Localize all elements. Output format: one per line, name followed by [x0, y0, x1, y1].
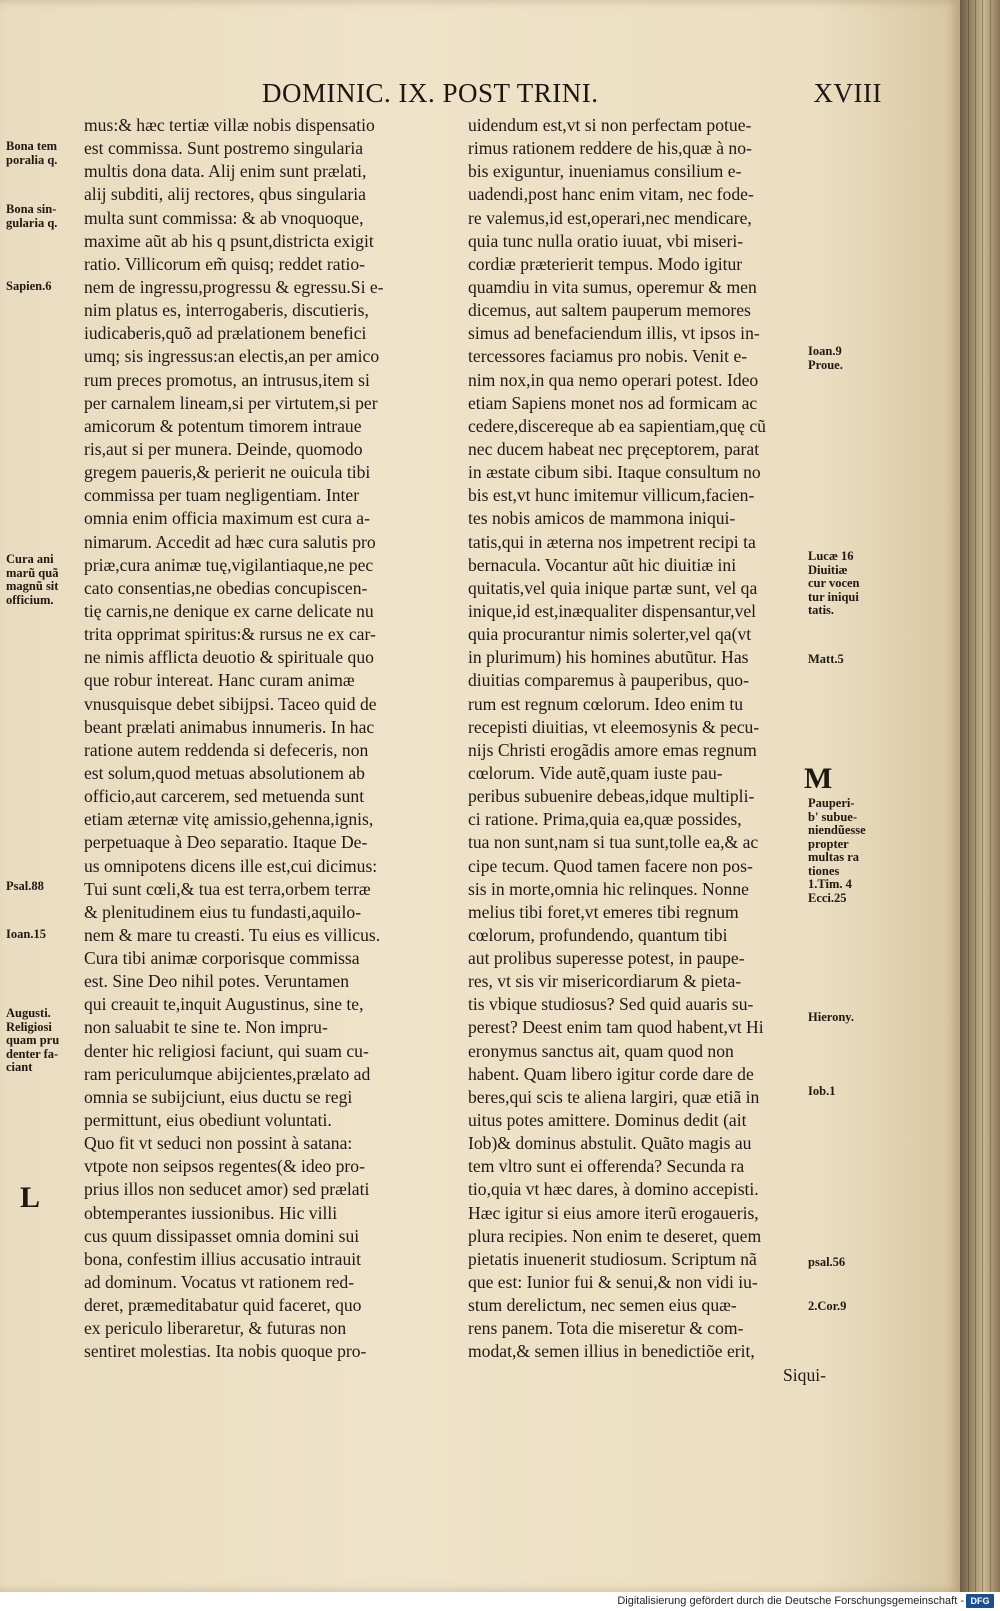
margin-note-line: Ioan.15 [6, 927, 46, 941]
text-line: iudicaberis,quõ ad prælationem benefici [84, 323, 367, 344]
text-line: aut prolibus superesse potest, in paupe- [468, 948, 745, 969]
text-line: Hæc igitur si eius amore iterũ erogaueris, [468, 1202, 759, 1223]
text-line: priæ,cura animæ tuę,vigilantiaque,ne pec [84, 554, 374, 575]
text-line: officio,aut carcerem, sed metuenda sunt [84, 786, 365, 807]
text-line: uitus potes amittere. Dominus dedit (ait [468, 1110, 747, 1131]
text-line: cus quum dissipasset omnia domini sui [84, 1225, 360, 1246]
text-line: ris,aut si per munera. Deinde, quomodo [84, 438, 363, 459]
text-line: sis in morte,omnia hic relinques. Nonne [468, 878, 749, 899]
text-line: nec ducem habeat nec pręceptorem, parat [468, 438, 760, 459]
text-line: ratione autem reddenda si defeceris, non [84, 739, 369, 760]
text-line: ex periculo liberaretur, & futuras non [84, 1318, 347, 1339]
text-line: tercessores faciamus pro nobis. Venit e- [468, 346, 748, 367]
text-line: nijs Christi erogãdis amore emas regnum [468, 739, 757, 760]
margin-note-line: Sapien.6 [6, 279, 52, 293]
text-line: peribus subuenire debeas,idque multipli- [468, 786, 755, 807]
text-line: tua non sunt,nam si tua sunt,tolle ea,& ac [468, 832, 759, 853]
text-line: quia tunc nulla oratio iuuat, vbi miseri- [468, 230, 744, 251]
text-line: Cura tibi animæ corporisque commissa [84, 948, 360, 969]
text-line: modat,& semen illius in benedictiõe erit, [468, 1341, 755, 1362]
text-line: cipe tecum. Quod tamen facere non pos- [468, 855, 753, 876]
text-line: amicorum & potentum timorem intraue [84, 415, 362, 436]
text-line: cœlorum. Vide autẽ,quam iuste pau- [468, 762, 723, 783]
text-line: uadendi,post hanc enim vitam, nec fode- [468, 184, 754, 205]
running-title: DOMINIC. IX. POST TRINI. [262, 78, 599, 108]
text-line: que robur intereat. Hanc curam animæ [84, 670, 355, 691]
margin-note-line: marũ quã [6, 565, 59, 580]
margin-note-line: Ioan.9 [808, 344, 842, 358]
margin-note-line: Hierony. [808, 1010, 854, 1024]
margin-note-line: Cura ani [6, 552, 54, 566]
margin-note-line: Religiosi [6, 1019, 52, 1034]
margin-note-line: multas ra [808, 850, 860, 864]
text-line: multis dona data. Alij enim sunt prælati, [84, 161, 367, 182]
text-line: vtpote non seipsos regentes(& ideo pro- [84, 1156, 365, 1177]
text-line: mus:& hæc tertiæ villæ nobis dispensatio [84, 115, 375, 135]
text-line: quia procurantur nimis solerter,vel qa(vt [468, 624, 752, 645]
right-text-column [468, 114, 826, 1387]
page-header [262, 78, 882, 114]
book-edge [960, 0, 1000, 1592]
text-line: multa sunt commissa: & ab vnoquoque, [84, 207, 364, 228]
text-line: sentiret molestias. Ita nobis quoque pro- [84, 1341, 367, 1362]
text-line: ne nimis afflicta deuotio & spirituale quo [84, 647, 374, 668]
margin-note-line: ciant [6, 1060, 33, 1074]
text-line: trita opprimat spiritus:& rursus ne ex car- [84, 624, 376, 645]
text-line: maxime aũt ab his q psunt,districta exigit [84, 230, 374, 251]
text-line: recepisti diuitias, vt eleemosynis & pecu- [468, 716, 760, 737]
digitization-footer [0, 1592, 1000, 1611]
dfg-logo: DFG [966, 1594, 994, 1608]
left-margin-note [6, 140, 57, 167]
text-line: tio,quia vt hæc dares, à domino accepisti. [468, 1179, 759, 1200]
margin-note-line: propter [808, 836, 849, 851]
margin-note-line: 2.Cor.9 [808, 1299, 847, 1313]
margin-note-line: b' subue- [808, 809, 857, 824]
margin-note-line: magnũ sit [6, 579, 59, 593]
right-margin-note [808, 550, 860, 618]
right-margin-note [808, 1085, 835, 1099]
text-line: beant prælati animabus innumeris. In hac [84, 716, 375, 737]
left-margin-note [6, 203, 57, 230]
text-line: res, vt sis vir misericordiarum & pieta- [468, 971, 742, 992]
left-margin-note [6, 928, 46, 942]
left-margin-note [6, 880, 44, 894]
right-margin-note [808, 797, 866, 905]
folio-number: XVIII [813, 78, 882, 108]
text-line: in æstate cibum sibi. Itaque consultum no [468, 462, 761, 483]
text-line: dicemus, aut saltem pauperum memores [468, 300, 751, 321]
text-line: bona, confestim illius accusatio intrauit [84, 1248, 362, 1269]
text-line: habent. Quam libero igitur corde dare de [468, 1063, 754, 1084]
text-line: bernacula. Vocantur aũt hic diuitiæ ini [468, 554, 737, 575]
text-line: Tui sunt cœli,& tua est terra,orbem terræ [84, 878, 371, 899]
margin-note-line: quam pru [6, 1033, 60, 1047]
margin-note-line: tur iniqui [808, 589, 859, 604]
text-line: nem de ingressu,progressu & egressu.Si e- [84, 276, 384, 297]
text-line: cordiæ præterierit tempus. Modo igitur [468, 253, 743, 274]
text-line: ram periculumque abijcientes,prælato ad [84, 1063, 371, 1084]
text-line: qui creauit te,inquit Augustinus, sine te, [84, 994, 364, 1015]
text-line: rum preces promotus, an intrusus,item si [84, 369, 370, 390]
text-line: bis est,vt hunc imitemur villicum,facien- [468, 485, 755, 506]
text-line: rimus rationem reddere de his,quæ à no- [468, 138, 752, 159]
margin-note-line: gularia q. [6, 215, 58, 230]
text-line: commissa per tuam negligentiam. Inter [84, 485, 360, 506]
text-line: nimarum. Accedit ad hæc cura salutis pro [84, 531, 376, 552]
text-line: nim nox,in qua nemo operari potest. Ideo [468, 369, 759, 390]
text-line: us omnipotens dicens ille est,cui dicimus: [84, 855, 378, 876]
margin-note-line: tiones [808, 863, 840, 878]
text-line: perest? Deest enim tam quod habent,vt Hi [468, 1017, 764, 1038]
margin-note-line: denter fa- [6, 1046, 59, 1061]
text-line: etiam æternæ vitę amissio,gehenna,ignis, [84, 809, 374, 830]
text-line: rum est regnum cœlorum. Ideo enim tu [468, 693, 744, 714]
margin-note-line: Diuitiæ [808, 562, 848, 577]
text-line: quamdiu in vita sumus, operemur & men [468, 276, 757, 297]
text-line: tię carnis,ne denique ex carne delicate nu [84, 600, 374, 621]
text-line: non saluabit te sine te. Non impru- [84, 1017, 328, 1038]
catchword: Siqui- [782, 1364, 826, 1385]
text-line: Iob)& dominus abstulit. Quãto magis au [468, 1133, 752, 1154]
right-margin-note [808, 1256, 845, 1270]
text-line: tis vbique studiosus? Sed quid auaris su- [468, 994, 754, 1015]
section-letter-right: M [804, 762, 833, 795]
text-line: cato consentias,ne obedias concupiscen- [84, 577, 368, 598]
right-margin-note [808, 1300, 846, 1314]
margin-note-line: Lucæ 16 [808, 549, 854, 563]
text-line: tes nobis amicos de mammona iniqui- [468, 508, 736, 529]
text-line: nim platus es, interrogaberis, discutieris, [84, 300, 369, 321]
margin-note-line: Psal.88 [6, 879, 44, 893]
footer-credit: Digitalisierung gefördert durch die Deutsche Forschungsgemeinschaft - [617, 1595, 964, 1607]
text-line: prius illos non seducet amor) sed prælati [84, 1179, 370, 1200]
text-line: gregem paueris,& perierit ne ouicula tibi [84, 462, 371, 483]
margin-note-line: Matt.5 [808, 652, 844, 666]
text-line: obtemperantes iussionibus. Hic villi [84, 1202, 338, 1223]
text-line: & plenitudinem eius tu fundasti,aquilo- [84, 901, 362, 922]
margin-note-line: psal.56 [808, 1255, 846, 1269]
text-line: nem & mare tu creasti. Tu eius es villicus. [84, 924, 381, 945]
text-line: inique,id est,inæqualiter dispensantur,vel [468, 600, 757, 621]
text-line: denter hic religiosi faciunt, qui suam cu- [84, 1040, 369, 1061]
margin-note-line: Augusti. [6, 1006, 51, 1020]
text-line: vnusquisque debet sibijpsi. Taceo quid de [84, 693, 377, 714]
margin-note-line: cur vocen [808, 576, 860, 590]
text-line: est. Sine Deo nihil potes. Veruntamen [84, 971, 350, 992]
text-line: omnia se subijciunt, eius ductu se regi [84, 1086, 353, 1107]
margin-note-line: Prouе. [808, 357, 843, 372]
right-margin-note [808, 345, 843, 372]
text-line: cœlorum, profundendo, quantum tibi [468, 924, 728, 945]
text-line: ci ratione. Prima,quia ea,quæ possides, [468, 809, 742, 830]
text-line: umq; sis ingressus:an electis,an per amico [84, 346, 380, 367]
text-line: etiam Sapiens monet nos ad formicam ac [468, 392, 758, 413]
text-line: diuitias comparemus à pauperibus, quo- [468, 670, 749, 691]
text-line: cedere,discereque ab ea sapientiam,quę cũ [468, 415, 766, 436]
text-line: uidendum est,vt si non perfectam potue- [468, 115, 752, 135]
text-line: que est: Iunior fui & senui,& non vidi iu- [468, 1272, 758, 1293]
text-line: in plurimum) his homines abutũtur. Has [468, 647, 749, 668]
text-line: re valemus,id est,operari,nec mendicare, [468, 207, 752, 228]
text-line: plura recipies. Non enim te deseret, quem [468, 1225, 762, 1246]
margin-note-line: niendũesse [808, 823, 866, 837]
left-margin-note [6, 553, 58, 607]
right-margin-note [808, 1011, 854, 1025]
text-line: melius tibi foret,vt emeres tibi regnum [468, 901, 739, 922]
margin-note-line: Iob.1 [808, 1084, 836, 1098]
text-line: simus ad benefaciendum illis, vt ipsos in- [468, 323, 760, 344]
text-line: permittunt, eius obediunt voluntati. [84, 1110, 332, 1131]
text-line: omnia enim officia maximum est cura a- [84, 508, 370, 529]
section-letter-left: L [20, 1181, 41, 1214]
margin-note-line: officium. [6, 592, 54, 607]
text-line: tem vltro sunt ei offerenda? Secunda ra [468, 1156, 745, 1177]
text-line: Quo fit vt seduci non possint à satana: [84, 1133, 353, 1154]
text-line: est commissa. Sunt postremo singularia [84, 138, 364, 159]
text-line: pietatis inuenerit studiosum. Scriptum nã [468, 1248, 757, 1269]
margin-note-line: tatis. [808, 603, 835, 617]
text-line: per carnalem lineam,si per virtutem,si per [84, 392, 378, 413]
text-line: eronymus sanctus ait, quam quod non [468, 1040, 734, 1061]
text-line: rens panem. Tota die miseretur & com- [468, 1318, 744, 1339]
text-line: ad dominum. Vocatus vt rationem red- [84, 1272, 355, 1293]
text-line: quitatis,vel quia inique partæ sunt, vel qa [468, 577, 758, 598]
text-line: deret, præmeditabatur quid faceret, quo [84, 1295, 362, 1316]
text-line: stum derelictum, nec semen eius quæ- [468, 1295, 737, 1316]
margin-note-line: Bona tem [6, 139, 58, 153]
margin-note-line: 1.Tim. 4 [808, 877, 852, 891]
left-margin-note [6, 1007, 59, 1075]
text-line: tatis,qui in æterna nos impetrent recipi ta [468, 531, 756, 552]
right-margin-note [808, 653, 844, 667]
left-margin-note [6, 280, 52, 294]
margin-note-line: Ecci.25 [808, 890, 847, 905]
left-text-column [84, 114, 436, 1364]
margin-note-line: Bona sin- [6, 202, 57, 216]
text-line: bis exiguntur, inueniamus consilium e- [468, 161, 742, 182]
text-line: est solum,quod metuas absolutionem ab [84, 762, 365, 783]
margin-note-line: Pauperi- [808, 796, 855, 810]
text-line: perpetuaque à Deo separatio. Itaque De- [84, 832, 368, 853]
margin-note-line: poralia q. [6, 152, 58, 167]
text-line: alij subditi, alij rectores, qbus singularia [84, 184, 366, 205]
text-line: ratio. Villicorum em̃ quisq; reddet ratio- [84, 253, 366, 274]
text-line: beres,qui scis te aliena largiri, quæ etiã in [468, 1086, 760, 1107]
